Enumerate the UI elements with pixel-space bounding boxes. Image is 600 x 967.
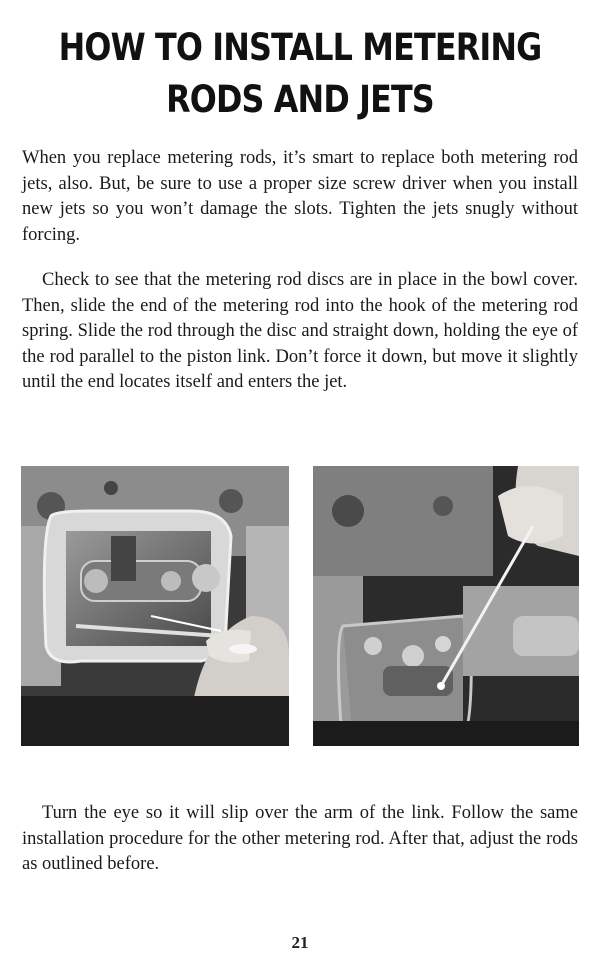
carburetor-photo-left [21, 466, 289, 746]
title-line-1: HOW TO INSTALL METERING [58, 26, 542, 69]
paragraph-jets: When you replace metering rods, it’s smart to replace both metering rod jets, also. But, be sure to use a proper size screw driver when you install new jets so you won’t damage the slots. Tighten the jets snugly without forcing. [22, 148, 578, 245]
page-number: 21 [291, 933, 309, 952]
page-title [42, 22, 558, 126]
paragraph-rod-install: Check to see that the metering rod discs are in place in the bowl cover. Then, slide the end of the metering rod into the hook of the metering rod spring. Slide the rod through the disc and straight down, holding the eye of the rod parallel to the piston link. Don’t force it down, but move it slightly until the end locates itself and enters the jet. [22, 270, 578, 392]
paragraph-adjust: Turn the eye so it will slip over the arm of the link. Follow the same installation procedure for the other metering rod. After that, adjust the rods as outlined before. [22, 803, 578, 874]
title-line-2: RODS AND JETS [166, 78, 434, 121]
carburetor-photo-right [313, 466, 579, 746]
